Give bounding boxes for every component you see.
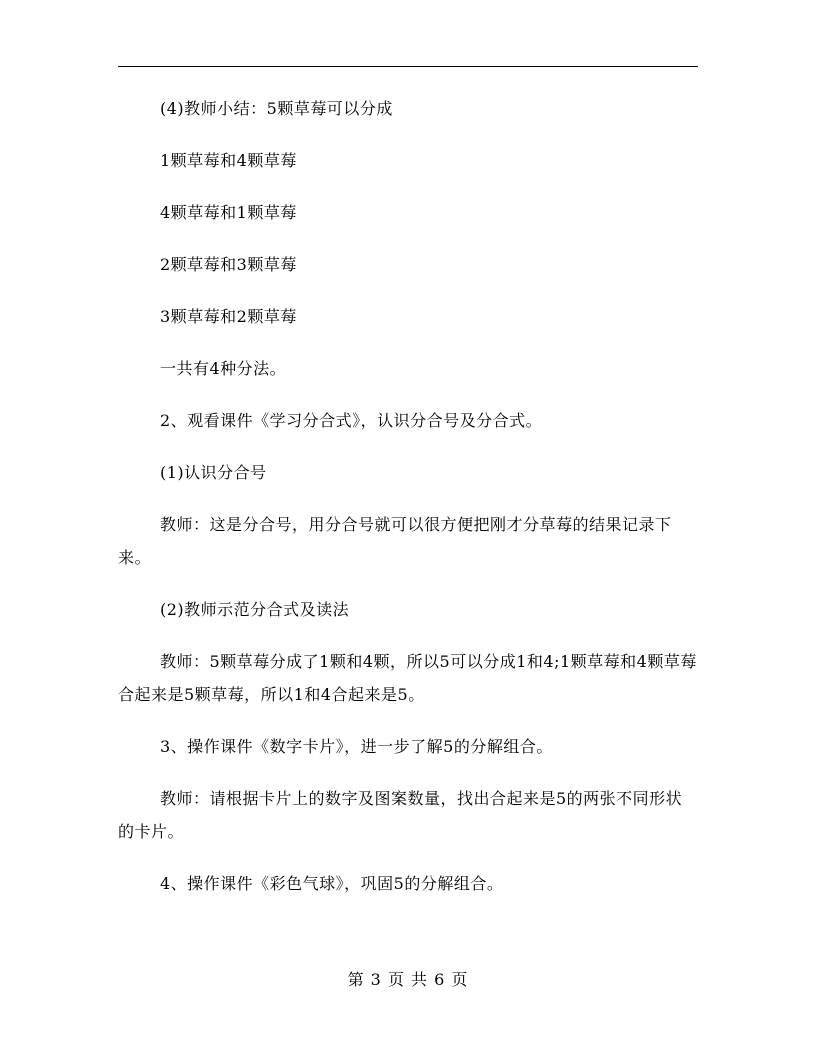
paragraph-teacher-summary: (4)教师小结：5颗草莓可以分成 — [160, 99, 393, 118]
header-rule — [118, 66, 698, 67]
paragraph-teacher-demo: 教师：5颗草莓分成了1颗和4颗，所以5可以分成1和4;1颗草莓和4颗草莓合起来是5颗草莓，所以1和4合起来是5。 — [118, 652, 697, 704]
paragraph-total-methods: 一共有4种分法。 — [160, 359, 287, 378]
paragraph-step-2: 2、观看课件《学习分合式》，认识分合号及分合式。 — [160, 411, 543, 430]
paragraph-step-2-1: (1)认识分合号 — [160, 463, 267, 482]
paragraph-step-2-2: (2)教师示范分合式及读法 — [160, 600, 350, 619]
paragraph-split-3-2: 3颗草莓和2颗草莓 — [160, 307, 297, 326]
paragraph-step-3: 3、操作课件《数字卡片》，进一步了解5的分解组合。 — [160, 737, 553, 756]
document-body — [118, 92, 698, 919]
paragraph-teacher-symbol: 教师：这是分合号，用分合号就可以很方便把刚才分草莓的结果记录下来。 — [118, 515, 672, 567]
paragraph-split-4-1: 4颗草莓和1颗草莓 — [160, 203, 297, 222]
paragraph-teacher-cards: 教师：请根据卡片上的数字及图案数量，找出合起来是5的两张不同形状的卡片。 — [118, 789, 683, 841]
page-indicator: 第 3 页 共 6 页 — [347, 970, 469, 989]
paragraph-step-4: 4、操作课件《彩色气球》，巩固5的分解组合。 — [160, 874, 504, 893]
paragraph-split-2-3: 2颗草莓和3颗草莓 — [160, 255, 297, 274]
paragraph-split-1-4: 1颗草莓和4颗草莓 — [160, 151, 297, 170]
